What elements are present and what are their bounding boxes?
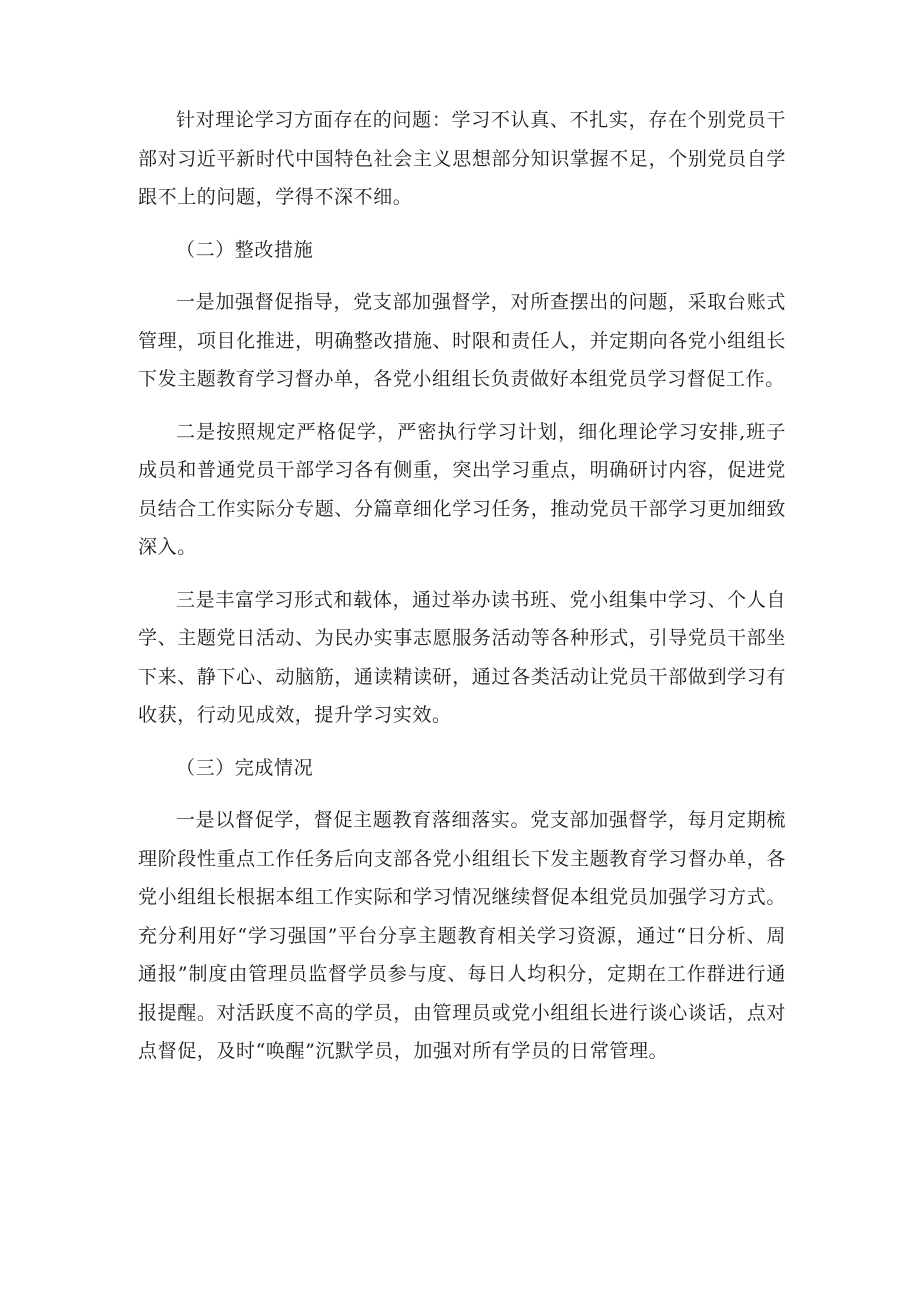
paragraph-measure-2: 二是按照规定严格促学，严密执行学习计划，细化理论学习安排,班子成员和普通党员干部学习各有侧重，突出学习重点，明确研讨内容，促进党员结合工作实际分专题、分篇章细化学习任务，推动党员干部学习更加细致深入。 xyxy=(138,420,786,558)
paragraph-measure-1: 一是加强督促指导，党支部加强督学，对所查摆出的问题，采取台账式管理，项目化推进，明确整改措施、时限和责任人，并定期向各党小组组长下发主题教育学习督办单，各党小组组长负责做好本组党员学习督促工作。 xyxy=(138,291,786,390)
section-heading-completion-status: （三）完成情况 xyxy=(176,756,314,779)
paragraph-completion-1: 一是以督促学，督促主题教育落细落实。党支部加强督学，每月定期梳理阶段性重点工作任务后向支部各党小组组长下发主题教育学习督办单，各党小组组长根据本组工作实际和学习情况继续督促本组党员加强学习方式。充分利用好“学习强国”平台分享主题教育相关学习资源，通过“日分析、周通报”制度由管理员监督学员参与度、每日人均积分，定期在工作群进行通报提醒。对活跃度不高的学员，由管理员或党小组组长进行谈心谈话，点对点督促，及时“唤醒”沉默学员，加强对所有学员的日常管理。 xyxy=(138,809,786,1062)
paragraph-measure-3: 三是丰富学习形式和载体，通过举办读书班、党小组集中学习、个人自学、主题党日活动、为民办实事志愿服务活动等各种形式，引导党员干部坐下来、静下心、动脑筋，通读精读研，通过各类活动让党员干部做到学习有收获，行动见成效，提升学习实效。 xyxy=(138,588,786,726)
document-body xyxy=(138,101,786,1071)
paragraph-problem-statement: 针对理论学习方面存在的问题：学习不认真、不扎实，存在个别党员干部对习近平新时代中国特色社会主义思想部分知识掌握不足，个别党员自学跟不上的问题，学得不深不细。 xyxy=(138,109,786,208)
section-heading-rectification-measures: （二）整改措施 xyxy=(176,238,314,261)
